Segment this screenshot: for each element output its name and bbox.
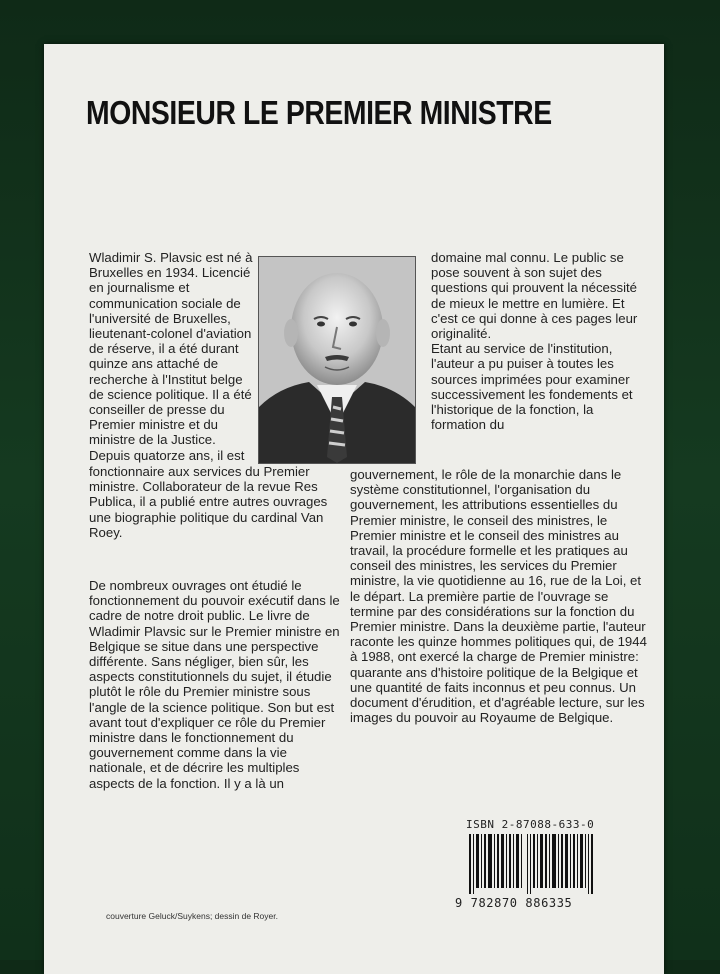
- description-upper-text-1: domaine mal connu. Le public se pose souvent à son sujet des questions qui prouvent la nécessité de mieux le mettre en lumière. Et c'est ce qui donne à ces pages leur originalité.: [431, 250, 638, 342]
- barcode: [469, 834, 593, 894]
- cover-credit: couverture Geluck/Suykens; dessin de Royer.: [106, 911, 278, 921]
- author-bio-continued-text: fonctionnaire aux services du Premier ministre. Collaborateur de la revue Res Publica, il a publié entre autres ouvrages une biographie politique du cardinal Van Roey.: [89, 464, 328, 540]
- description-lower-text: gouvernement, le rôle de la monarchie dans le système constitutionnel, l'organisation du gouvernement, les attributions essentielles du Premier ministre, le conseil des ministres, le Premier ministre et le conseil des ministres au travail, la procédure formelle et les pratiques au conseil des ministres, les services du Premier ministre, la vie quotidienne au 16, rue de la Loi, et le départ. La première partie de l'ouvrage se termine par des considérations sur la fonction du Premier ministre. Dans la deuxième partie, l'auteur raconte les quinze hommes politiques qui, de 1944 à 1988, ont exercé la charge de Premier ministre: quarante ans d'histoire politique de la Belgique et une quantité de faits inconnus et peu connus. Un document d'érudition, et d'agréable lecture, sur les images du pouvoir au Royaume de Belgique.: [350, 467, 647, 726]
- description-lower: [350, 467, 650, 725]
- isbn-label: ISBN 2-87088-633-0: [466, 818, 595, 831]
- intro-text: De nombreux ouvrages ont étudié le fonctionnement du pouvoir exécutif dans le cadre de notre droit public. Le livre de Wladimir Plavsic sur le Premier ministre en Belgique se situe dans une perspective différente. Sans négliger, bien sûr, les aspects constitutionnels du sujet, il étudie plutôt le rôle du Premier ministre sous l'angle de la science politique. Son but est avant tout d'expliquer ce rôle du Premier ministre dans le fonctionnement du gouvernement comme dans la vie nationale, et de décrire les multiples aspects de la fonction. Il y a là un: [89, 578, 340, 791]
- barcode-number: 9 782870 886335: [455, 896, 573, 910]
- description-upper: [431, 250, 651, 432]
- author-bio-text: Wladimir S. Plavsic est né à Bruxelles en 1934. Licencié en journalisme et communication sociale de l'université de Bruxelles, lieutenant-colonel d'aviation de réserve, il a été durant quinze ans attaché de recherche à l'Institut belge de science politique. Il a été conseiller de presse du Premier ministre et du ministre de la Justice. Depuis quatorze ans, il est: [89, 250, 253, 463]
- book-title: MONSIEUR LE PREMIER MINISTRE: [86, 94, 552, 131]
- description-upper-text-2: Etant au service de l'institution, l'auteur a pu puiser à toutes les sources imprimées pour examiner successivement les fondements et l'historique de la fonction, la formation du: [431, 341, 633, 433]
- author-portrait-drawing: [259, 257, 415, 463]
- book-back-cover: [44, 44, 664, 974]
- author-bio-continued: [89, 464, 349, 540]
- intro-paragraph: [89, 578, 341, 791]
- author-bio: [89, 250, 254, 463]
- author-photo: [258, 256, 416, 464]
